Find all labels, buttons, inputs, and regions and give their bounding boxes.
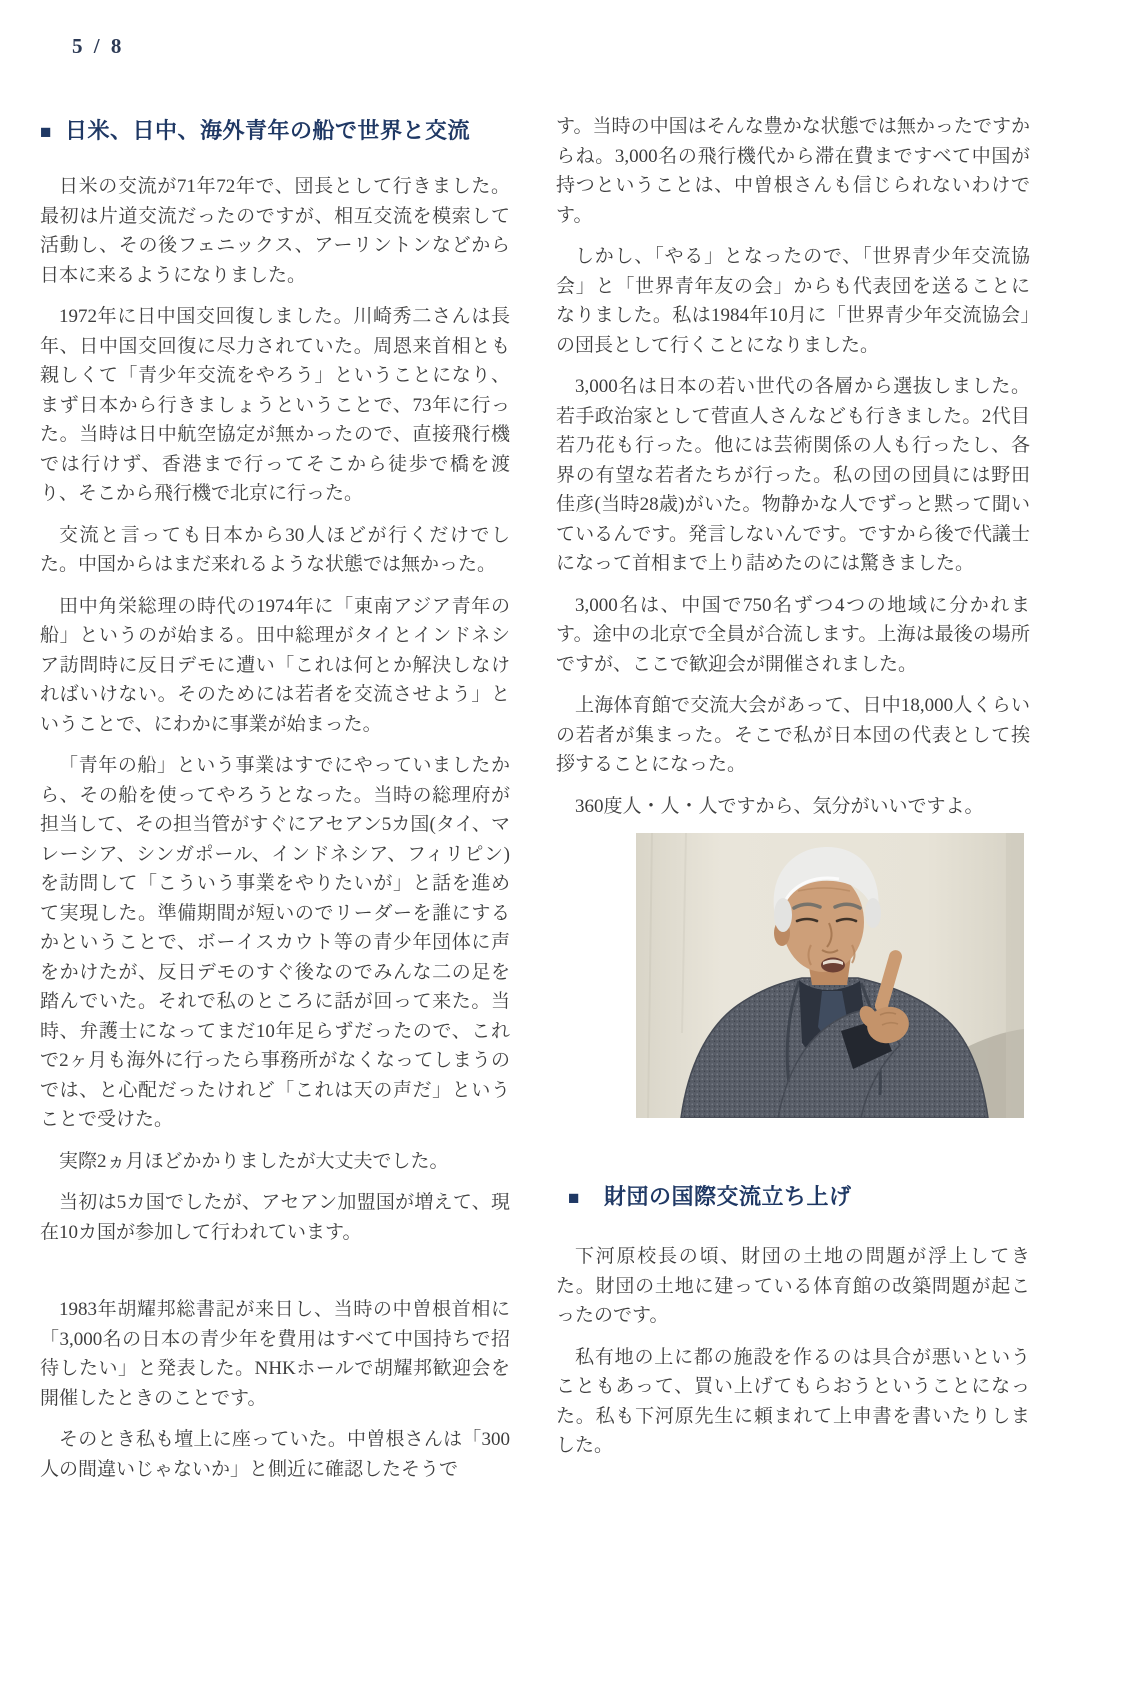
- section-heading-foundation: [556, 1182, 1030, 1212]
- paragraph: 当初は5カ国でしたが、アセアン加盟国が増えて、現在10カ国が参加して行われています。: [40, 1192, 510, 1243]
- paragraph: 1983年胡耀邦総書記が来日し、当時の中曽根首相に「3,000名の日本の青少年を費用はすべて中国持ちで招待したい」と発表した。NHKホールで胡耀邦歓迎会を開催したときのことです。: [40, 1299, 510, 1409]
- paragraph: 下河原校長の頃、財団の土地の問題が浮上してきた。財団の土地に建っている体育館の改築問題が起こったのです。: [556, 1246, 1030, 1326]
- interview-photo: [636, 833, 1024, 1118]
- paragraph: 田中角栄総理の時代の1974年に「東南アジア青年の船」というのが始まる。田中総理がタイとインドネシア訪問時に反日デモに遭い「これは何とか解決しなければいけない。そのためには若者を交流させよう」ということで、にわかに事業が始まった。: [40, 595, 510, 735]
- paragraph: 1972年に日中国交回復しました。川崎秀二さんは長年、日中国交回復に尽力されていた。周恩来首相とも親しくて「青少年交流をやろう」ということになり、まず日本から行きましょうということで、73年に行った。当時は日中航空協定が無かったので、直接飛行機では行けず、香港まで行ってそこから徒歩で橋を渡り、そこから飛行機で北京に行った。: [40, 306, 510, 504]
- square-bullet-icon: ■: [568, 1187, 580, 1209]
- paragraph: 3,000名は、中国で750名ずつ4つの地域に分かれます。途中の北京で全員が合流します。上海は最後の場所ですが、ここで歓迎会が開催されました。: [556, 594, 1030, 675]
- paragraph: 交流と言っても日本から30人ほどが行くだけでした。中国からはまだ来れるような状態では無かった。: [40, 524, 510, 575]
- paragraph-continuation: す。当時の中国はそんな豊かな状態では無かったですからね。3,000名の飛行機代から滞在費まですべて中国が持つということは、中曽根さんも信じられないわけです。: [556, 116, 1030, 226]
- paragraph: 上海体育館で交流大会があって、日中18,000人くらいの若者が集まった。そこで私が日本団の代表として挨拶することになった。: [556, 695, 1030, 775]
- section-heading-youth-exchange: [40, 116, 510, 146]
- paragraph: そのとき私も壇上に座っていた。中曽根さんは「300人の間違いじゃないか」と側近に確認したそうで: [40, 1429, 510, 1480]
- section-heading-text: 財団の国際交流立ち上げ: [603, 1184, 852, 1209]
- section-heading-text: 日米、日中、海外青年の船で世界と交流: [64, 118, 470, 143]
- paragraph: 私有地の上に都の施設を作るのは具合が悪いということもあって、買い上げてもらおうということになった。私も下河原先生に頼まれて上申書を書いたりしました。: [556, 1346, 1030, 1456]
- paragraph: 3,000名は日本の若い世代の各層から選抜しました。若手政治家として菅直人さんなども行きました。2代目若乃花も行った。他には芸術関係の人も行ったし、各界の有望な若者たちが行った。私の団の団員には野田佳彦(当時28歳)がいた。物静かな人でずっと黙って聞いているんです。発言しないんです。ですから後で代議士になって首相まで上り詰めたのには驚きました。: [556, 376, 1030, 574]
- paragraph: 日米の交流が71年72年で、団長として行きました。最初は片道交流だったのですが、相互交流を模索して活動し、その後フェニックス、アーリントンなどから日本に来るようになりました。: [40, 176, 510, 286]
- paragraph: しかし、「やる」となったので、「世界青少年交流協会」と「世界青年友の会」からも代表団を送ることになりました。私は1984年10月に「世界青少年交流協会」の団長として行くことになりました。: [556, 246, 1030, 356]
- right-column: [556, 112, 1030, 1496]
- page-number: 5 / 8: [72, 34, 125, 58]
- left-column: [40, 112, 510, 1496]
- paragraph: 360度人・人・人ですから、気分がいいですよ。: [575, 795, 984, 817]
- two-column-layout: [40, 112, 1030, 1496]
- interview-photo-graphic: [636, 833, 1024, 1118]
- paragraph: 実際2ヵ月ほどかかりましたが大丈夫でした。: [59, 1150, 449, 1172]
- paragraph: 「青年の船」という事業はすでにやっていましたから、その船を使ってやろうとなった。当時の総理府が担当して、その担当管がすぐにアセアン5カ国(タイ、マレーシア、シンガポール、インドネシア、フィリピン)を訪問して「こういう事業をやりたいが」と話を進めて実現した。準備期間が短いのでリーダーを誰にするかということで、ボーイスカウト等の青少年団体に声をかけたが、反日デモのすぐ後なのでみんな二の足を踏んでいた。それで私のところに話が回って来た。当時、弁護士になってまだ10年足らずだったので、これで2ヶ月も海外に行ったら事務所がなくなってしまうのでは、と心配だったけれど「これは天の声だ」ということで受けた。: [40, 755, 510, 1130]
- square-bullet-icon: ■: [40, 121, 52, 143]
